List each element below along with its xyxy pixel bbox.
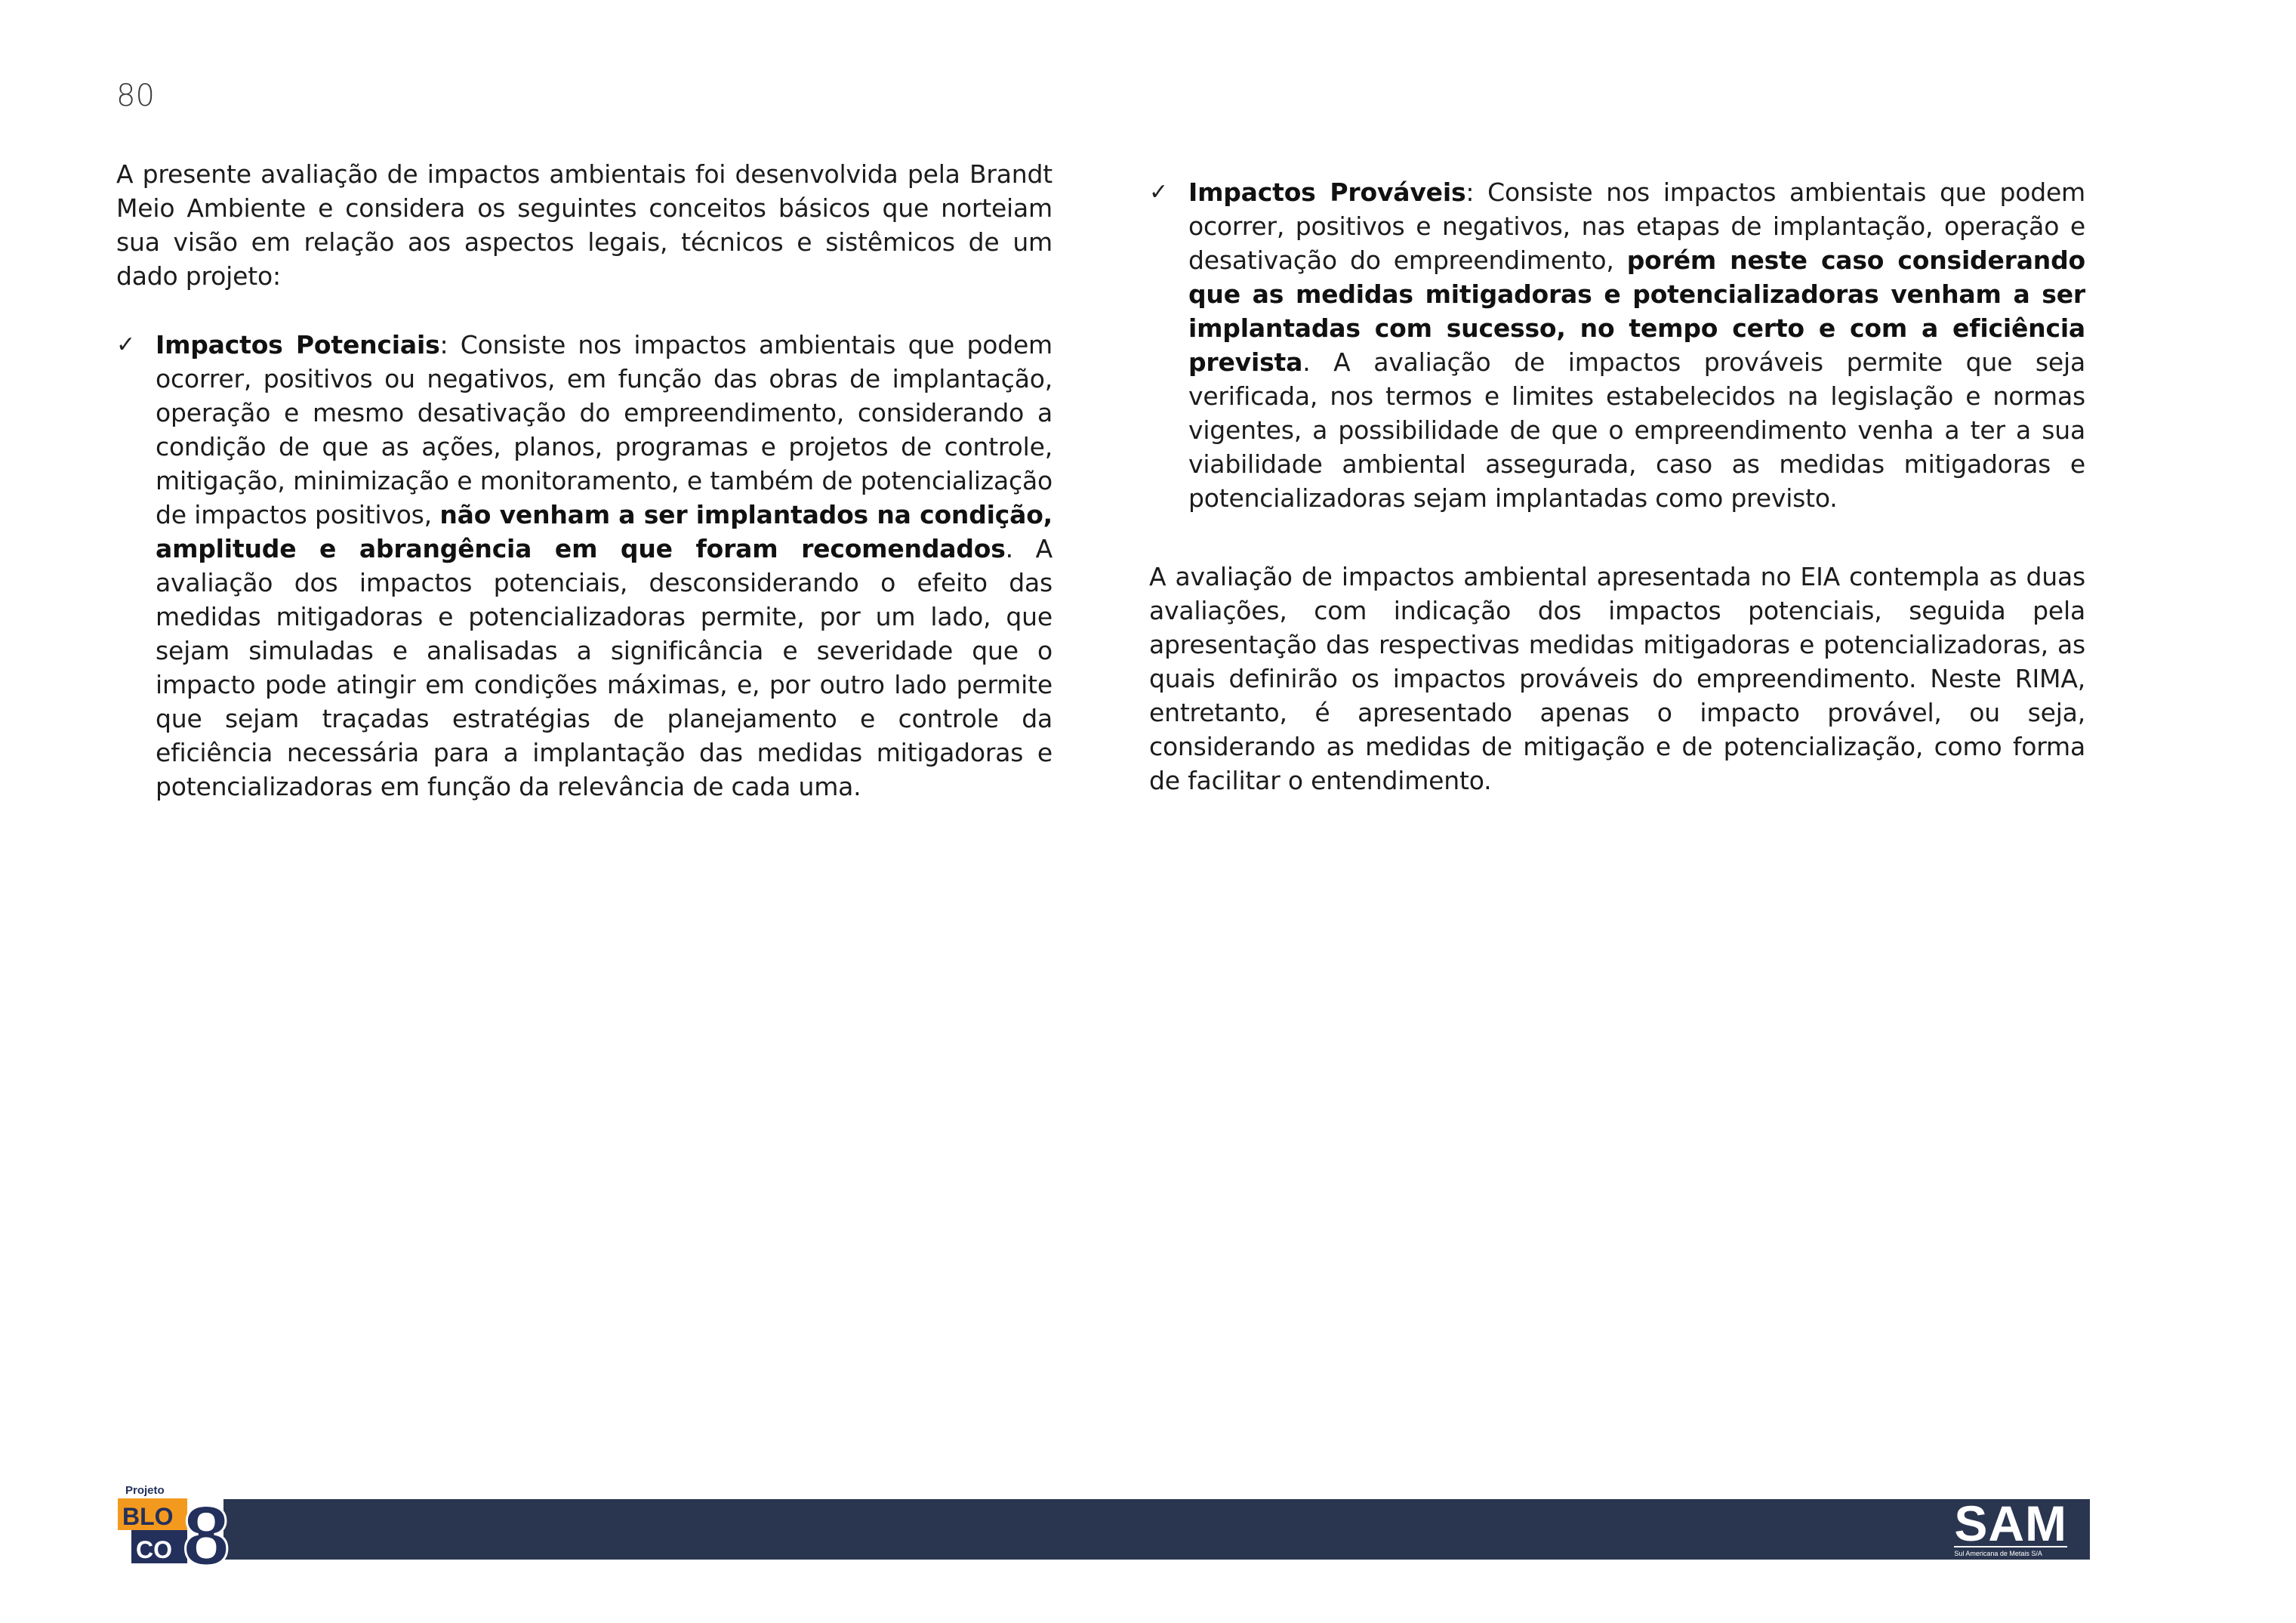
sam-logo-text: SAM — [1954, 1495, 2067, 1551]
impactos-potenciais-text-cont: . A avaliação dos impactos potenciais, desconsiderando o efeito das medidas mitigadoras e potencializadoras permite, por um lado, que sejam simuladas e analisadas a significância e severidade que o impacto pode atingir em condições máximas, e, por outro lado permite que sejam traçadas estratégias de planejamento e controle da eficiência necessária para a implantação das medidas mitigadoras e potencializadoras em função da relevância de cada uma. — [156, 534, 1052, 801]
checkmark-icon: ✓ — [1149, 179, 1168, 205]
left-column — [116, 157, 1052, 804]
impactos-potenciais-emphasis: não venham a ser implantados na condição, amplitude e abrangência em que foram recomendados — [156, 500, 1052, 563]
logo-co-text: CO — [136, 1536, 172, 1563]
sam-logo-subtitle: Sul Americana de Metais S/A — [1954, 1546, 2067, 1558]
logo-projeto-label: Projeto — [125, 1484, 165, 1497]
right-column — [1149, 175, 2085, 798]
page-number: 80 — [116, 79, 155, 113]
footer-bar — [223, 1495, 2090, 1560]
conclusion-paragraph: A avaliação de impactos ambiental apresentada no EIA contempla as duas avaliações, com indicação dos impactos potenciais, seguida pela apresentação das respectivas medidas mitigadoras e potencializadoras, as quais definirão os impactos prováveis do empreendimento. Neste RIMA, entretanto, é apresentado apenas o impacto provável, ou seja, considerando as medidas de mitigação e de potencialização, como forma de facilitar o entendimento. — [1149, 562, 2085, 795]
impactos-provaveis-emphasis: porém neste caso considerando que as medidas mitigadoras e potencializadoras venham a ser implantadas com sucesso, no tempo certo e com a eficiência prevista — [1188, 245, 2085, 377]
impactos-potenciais-title: Impactos Potenciais — [156, 330, 440, 359]
impactos-provaveis-text-cont: . A avaliação de impactos prováveis permite que seja verificada, nos termos e limites estabelecidos na legislação e normas vigentes, a possibilidade de que o empreendimento venha a ter a sua viabilidade ambiental assegurada, caso as medidas mitigadoras e potencializadoras sejam implantadas como previsto. — [1188, 347, 2085, 513]
impactos-potenciais-item: ✓ Impactos Potenciais: Consiste nos impactos ambientais que podem ocorrer, positivos ou negativos, em função das obras de implantação, operação e mesmo desativação do empreendimento, considerando a condição de que as ações, planos, programas e projetos de controle, mitigação, minimização e monitoramento, e também de potencialização de impactos positivos, não venham a ser implantados na condição, amplitude e abrangência em que foram recomendados. A avaliação dos impactos potenciais, desconsiderando o efeito das medidas mitigadoras e potencializadoras permite, por um lado, que sejam simuladas e analisadas a significância e severidade que o impacto pode atingir em condições máximas, e, por outro lado permite que sejam traçadas estratégias de planejamento e controle da eficiência necessária para a implantação das medidas mitigadoras e potencializadoras em função da relevância de cada uma. — [116, 328, 1052, 804]
impactos-provaveis-title: Impactos Prováveis — [1188, 177, 1466, 207]
logo-eight-text: 8 — [183, 1489, 230, 1571]
impactos-provaveis-text: Consiste nos impactos ambientais que podem ocorrer, positivos e negativos, nas etapas de implantação, operação e desativação do empreendimento, — [1188, 177, 2085, 275]
impactos-potenciais-text: Consiste nos impactos ambientais que podem ocorrer, positivos ou negativos, em função das obras de implantação, operação e mesmo desativação do empreendimento, considerando a condição de que as ações, planos, programas e projetos de controle, mitigação, minimização e monitoramento, e também de potencialização de impactos positivos, — [156, 330, 1052, 529]
impactos-provaveis-item: ✓ Impactos Prováveis: Consiste nos impactos ambientais que podem ocorrer, positivos e negativos, nas etapas de implantação, operação e desativação do empreendimento, porém neste caso considerando que as medidas mitigadoras e potencializadoras venham a ser implantadas com sucesso, no tempo certo e com a eficiência prevista. A avaliação de impactos prováveis permite que seja verificada, nos termos e limites estabelecidos na legislação e normas vigentes, a possibilidade de que o empreendimento venha a ter a sua viabilidade ambiental assegurada, caso as medidas mitigadoras e potencializadoras sejam implantadas como previsto. — [1149, 175, 2085, 515]
sam-logo — [1954, 1495, 2067, 1558]
intro-paragraph: A presente avaliação de impactos ambientais foi desenvolvida pela Brandt Meio Ambiente e considera os seguintes conceitos básicos que norteiam sua visão em relação aos aspectos legais, técnicos e sistêmicos de um dado projeto: — [116, 159, 1052, 291]
checkmark-icon: ✓ — [116, 332, 135, 358]
projeto-bloco8-logo — [118, 1480, 246, 1571]
logo-blo-text: BLO — [122, 1503, 174, 1530]
